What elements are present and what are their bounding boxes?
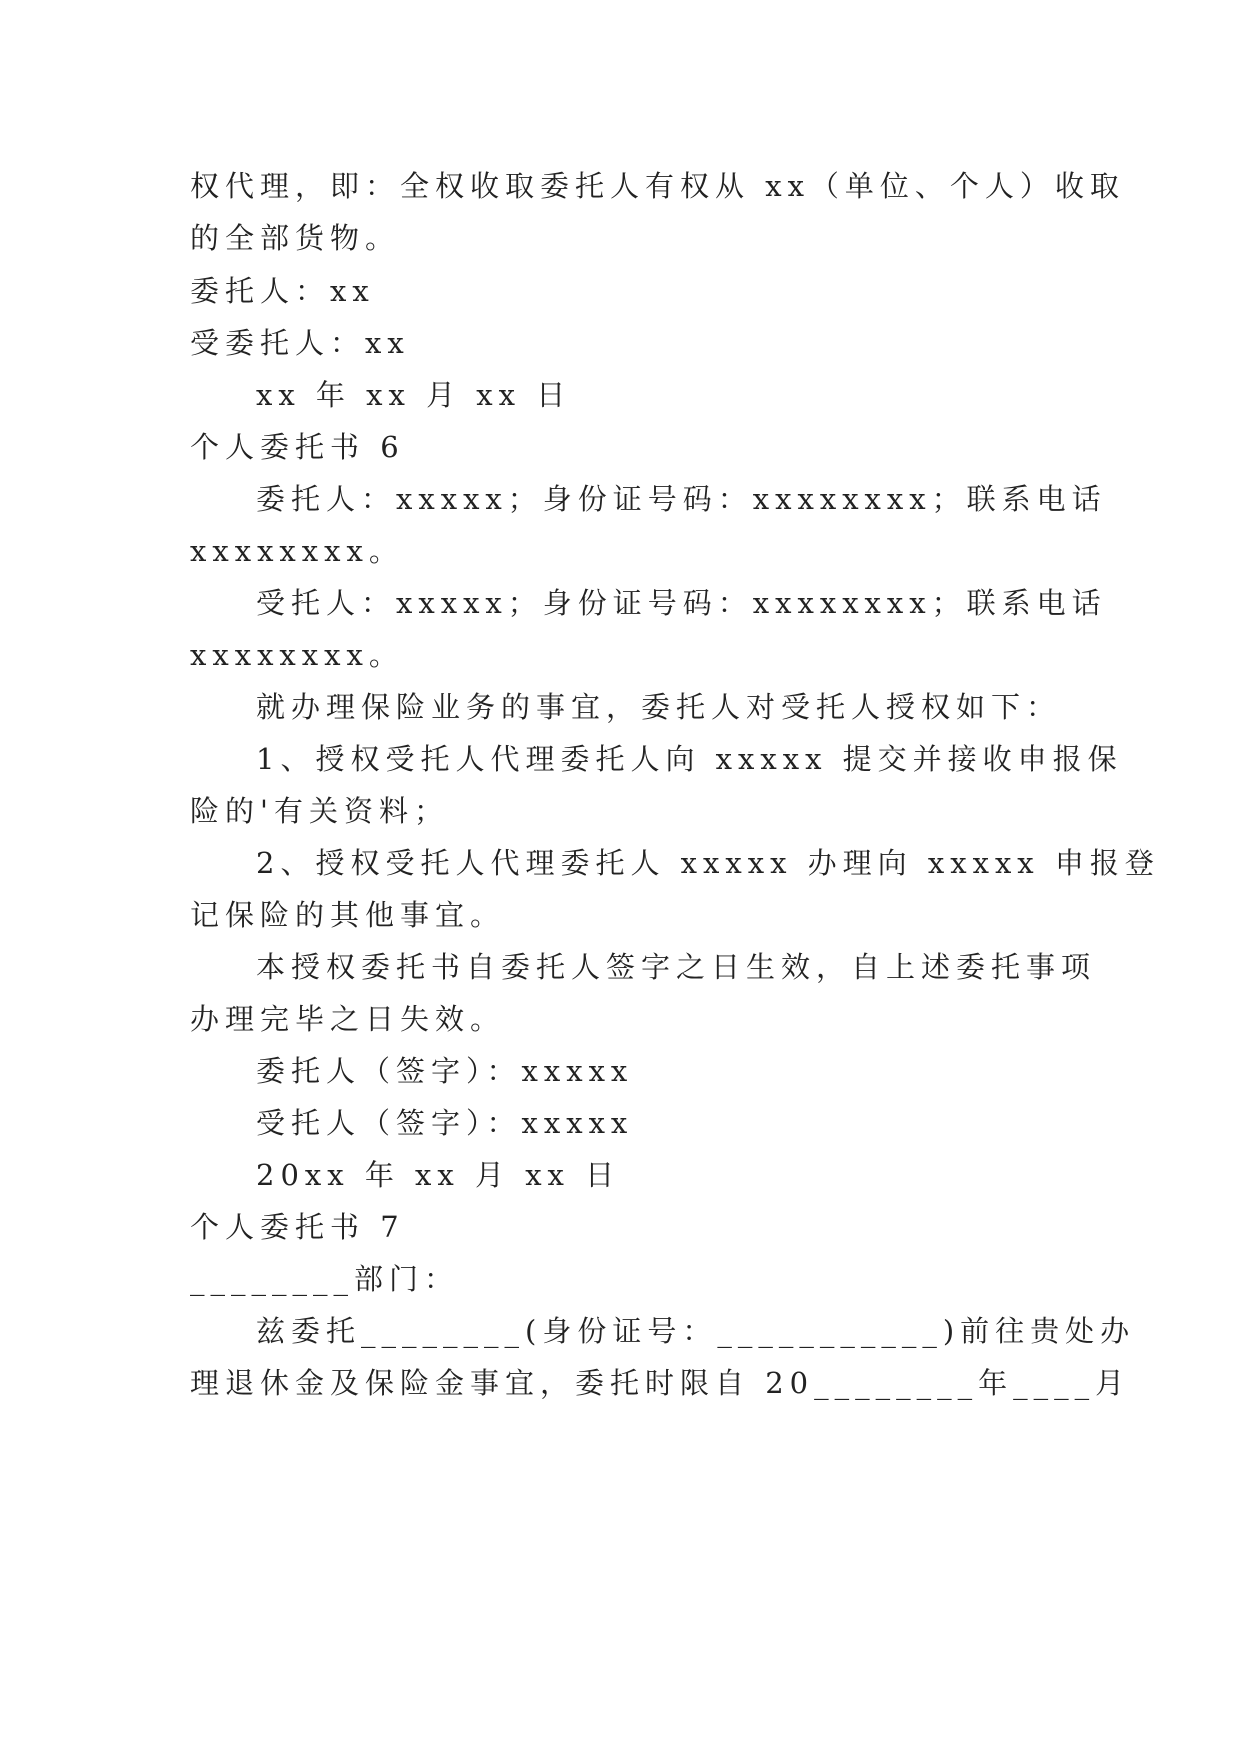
paragraph-line: xxxxxxxx。 <box>190 638 404 672</box>
paragraph-line: 委托人：xxxxx；身份证号码：xxxxxxxx；联系电话 <box>256 482 1107 516</box>
paragraph-line: 1、授权受托人代理委托人向 xxxxx 提交并接收申报保 <box>256 742 1123 776</box>
paragraph-line: 办理完毕之日失效。 <box>190 1002 506 1036</box>
date-line: xx 年 xx 月 xx 日 <box>256 378 572 412</box>
paragraph-line: 就办理保险业务的事宜，委托人对受托人授权如下： <box>256 690 1062 724</box>
paragraph-line: 2、授权受托人代理委托人 xxxxx 办理向 xxxxx 申报登 <box>256 846 1160 880</box>
paragraph-line: xxxxxxxx。 <box>190 534 404 568</box>
paragraph-line: 权代理，即：全权收取委托人有权从 xx（单位、个人）收取 <box>190 169 1125 203</box>
paragraph-line: 的全部货物。 <box>190 221 401 255</box>
date-line: 20xx 年 xx 月 xx 日 <box>256 1158 621 1192</box>
paragraph-line: 兹委托________(身份证号：___________)前往贵处办 <box>256 1314 1136 1348</box>
section-title: 个人委托书 7 <box>190 1210 405 1244</box>
signature-line: 委托人（签字）：xxxxx <box>256 1054 634 1088</box>
signature-line: 受托人（签字）：xxxxx <box>256 1106 634 1140</box>
paragraph-line: 受托人：xxxxx；身份证号码：xxxxxxxx；联系电话 <box>256 586 1107 620</box>
section-title: 个人委托书 6 <box>190 430 405 464</box>
paragraph-line: 险的'有关资料； <box>190 794 449 828</box>
delegatee-line: 受委托人：xx <box>190 326 410 360</box>
paragraph-line: 理退休金及保险金事宜，委托时限自 20________年____月 <box>190 1366 1131 1400</box>
department-line: ________部门： <box>190 1262 460 1296</box>
delegator-line: 委托人：xx <box>190 274 375 308</box>
paragraph-line: 本授权委托书自委托人签字之日生效，自上述委托事项 <box>256 950 1097 984</box>
paragraph-line: 记保险的其他事宜。 <box>190 898 506 932</box>
